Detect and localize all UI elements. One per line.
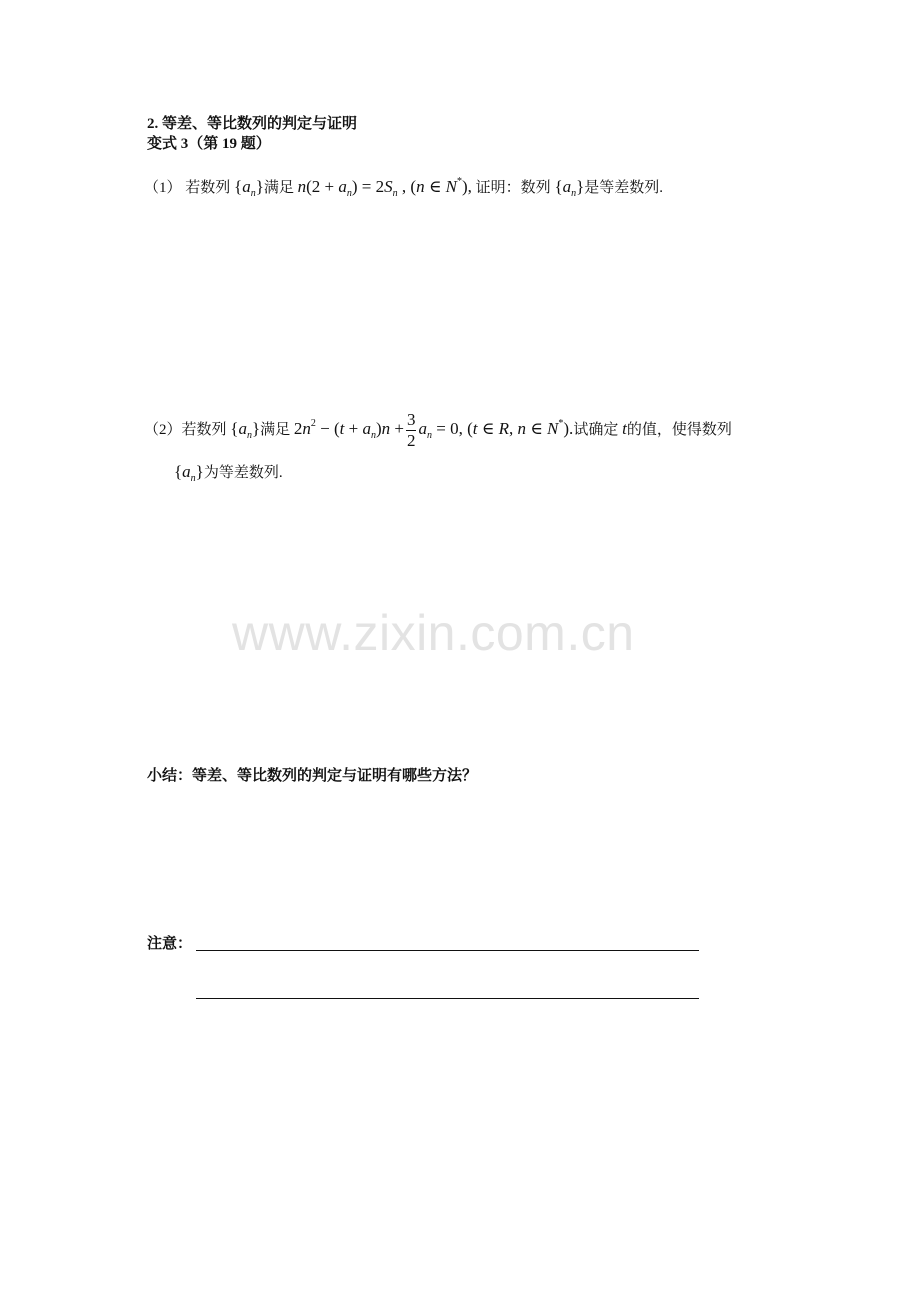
question-1	[144, 172, 663, 204]
note-answer-line-1[interactable]	[196, 950, 699, 951]
question-2-text-before: 若数列	[181, 422, 227, 438]
question-1-text-before: 若数列	[181, 180, 231, 196]
question-2-text-mid: 满足	[260, 422, 291, 438]
question-2-equation: $2n^2 - (t + a_n)n$ + $\frac{3}{2}$ $a_n = 0$, (t ∈ R, n ∈ N*).	[293, 409, 574, 450]
question-1-equation: $n(2 + a_n) = 2S_n$ , (n ∈ N*),	[297, 176, 472, 199]
sequence-formula: $\{a_n\}$	[554, 177, 585, 199]
note-answer-line-2[interactable]	[196, 998, 699, 999]
question-1-text-after: 证明：数列	[475, 180, 551, 196]
question-2-line2-end: 为等差数列.	[203, 465, 283, 481]
watermark: www.zixin.com.cn	[232, 605, 635, 661]
question-1-text-end: 是等差数列.	[584, 180, 664, 196]
question-2-text-after: 试确定	[573, 422, 619, 438]
variable-t: t	[622, 419, 627, 438]
summary: 小结：等差、等比数列的判定与证明有哪些方法？	[147, 768, 478, 784]
section-title: 2. 等差、等比数列的判定与证明	[147, 116, 358, 132]
sequence-formula: $\{a_n\}$	[230, 419, 261, 441]
sequence-formula: $\{a_n\}$	[234, 177, 264, 199]
note-label: 注意：	[147, 936, 193, 952]
question-2-label: （2）	[144, 422, 182, 438]
question-1-label: （1）	[144, 180, 182, 196]
sequence-formula: $\{a_n\}$	[174, 462, 204, 484]
question-1-text-mid: 满足	[263, 180, 294, 196]
question-2-text-after2: 的值，使得数列	[626, 422, 732, 438]
variant-title: 变式 3（第 19 题）	[147, 136, 271, 152]
question-2-line-2	[174, 462, 283, 489]
question-2	[144, 402, 732, 458]
